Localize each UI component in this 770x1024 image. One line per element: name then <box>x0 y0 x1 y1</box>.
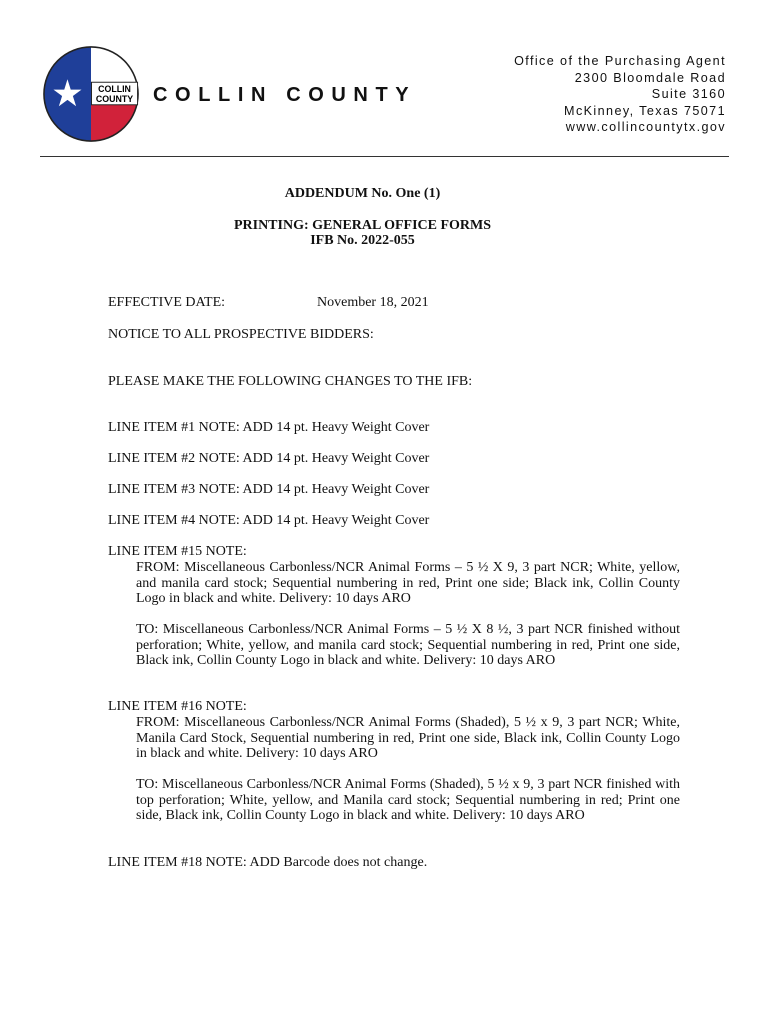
effective-date-label: EFFECTIVE DATE: <box>108 295 226 310</box>
line-item-16-to: TO: Miscellaneous Carbonless/NCR Animal Forms (Shaded), 5 ½ x 9, 3 part NCR finished with top perforation; White, yellow, and Manila card stock; Sequential numbering in red; Print one side, Black ink, Collin County Logo in black and white. Delivery: 10 days ARO <box>136 777 680 824</box>
office-street: 2300 Bloomdale Road <box>574 70 726 85</box>
instruction-heading: PLEASE MAKE THE FOLLOWING CHANGES TO THE IFB: <box>108 374 473 389</box>
effective-date-value: November 18, 2021 <box>317 295 429 310</box>
county-name: COLLIN COUNTY <box>153 84 417 106</box>
line-item-15-from: FROM: Miscellaneous Carbonless/NCR Animal Forms – 5 ½ X 9, 3 part NCR; White, yellow, and manila card stock; Sequential numbering in red, Print one side; Black ink, Collin County Logo in black and white. Delivery: 10 days ARO <box>136 560 680 607</box>
line-item-18-note: LINE ITEM #18 NOTE: ADD Barcode does not change. <box>108 855 428 870</box>
office-suite: Suite 3160 <box>651 87 726 101</box>
office-website: www.collincountytx.gov <box>565 120 726 134</box>
office-title: Office of the Purchasing Agent <box>514 54 726 68</box>
line-item-16-from: FROM: Miscellaneous Carbonless/NCR Animal Forms (Shaded), 5 ½ x 9, 3 part NCR; White, Manila Card Stock, Sequential numbering in red, Print one side, Black ink, Collin County Logo in black and white. Delivery: 10 days ARO <box>136 715 680 762</box>
ifb-number: IFB No. 2022-055 <box>310 233 415 248</box>
header-divider <box>40 156 729 157</box>
collin-county-logo <box>42 45 140 143</box>
project-title: PRINTING: GENERAL OFFICE FORMS <box>233 218 492 233</box>
office-city: McKinney, Texas 75071 <box>564 103 726 118</box>
logo-text-line1: COLLIN <box>98 84 131 95</box>
line-item-16-heading: LINE ITEM #16 NOTE: <box>108 699 247 714</box>
line-item-15-heading: LINE ITEM #15 NOTE: <box>108 544 247 559</box>
line-item-1-note: LINE ITEM #1 NOTE: ADD 14 pt. Heavy Weight Cover <box>108 420 430 435</box>
line-item-4-note: LINE ITEM #4 NOTE: ADD 14 pt. Heavy Weight Cover <box>108 513 430 528</box>
logo-text-line2: COUNTY <box>95 93 134 104</box>
line-item-3-note: LINE ITEM #3 NOTE: ADD 14 pt. Heavy Weight Cover <box>108 482 430 497</box>
office-address-block <box>514 53 726 136</box>
line-item-15-to: TO: Miscellaneous Carbonless/NCR Animal Forms – 5 ½ X 8 ½, 3 part NCR finished without perforation; White, yellow, and manila card stock; Sequential numbering in red, Print one side, Black ink, Collin County Logo in black and white. Delivery: 10 days ARO <box>136 622 680 669</box>
notice-heading: NOTICE TO ALL PROSPECTIVE BIDDERS: <box>108 327 374 342</box>
addendum-title: ADDENDUM No. One (1) <box>284 186 441 201</box>
line-item-2-note: LINE ITEM #2 NOTE: ADD 14 pt. Heavy Weight Cover <box>108 451 430 466</box>
